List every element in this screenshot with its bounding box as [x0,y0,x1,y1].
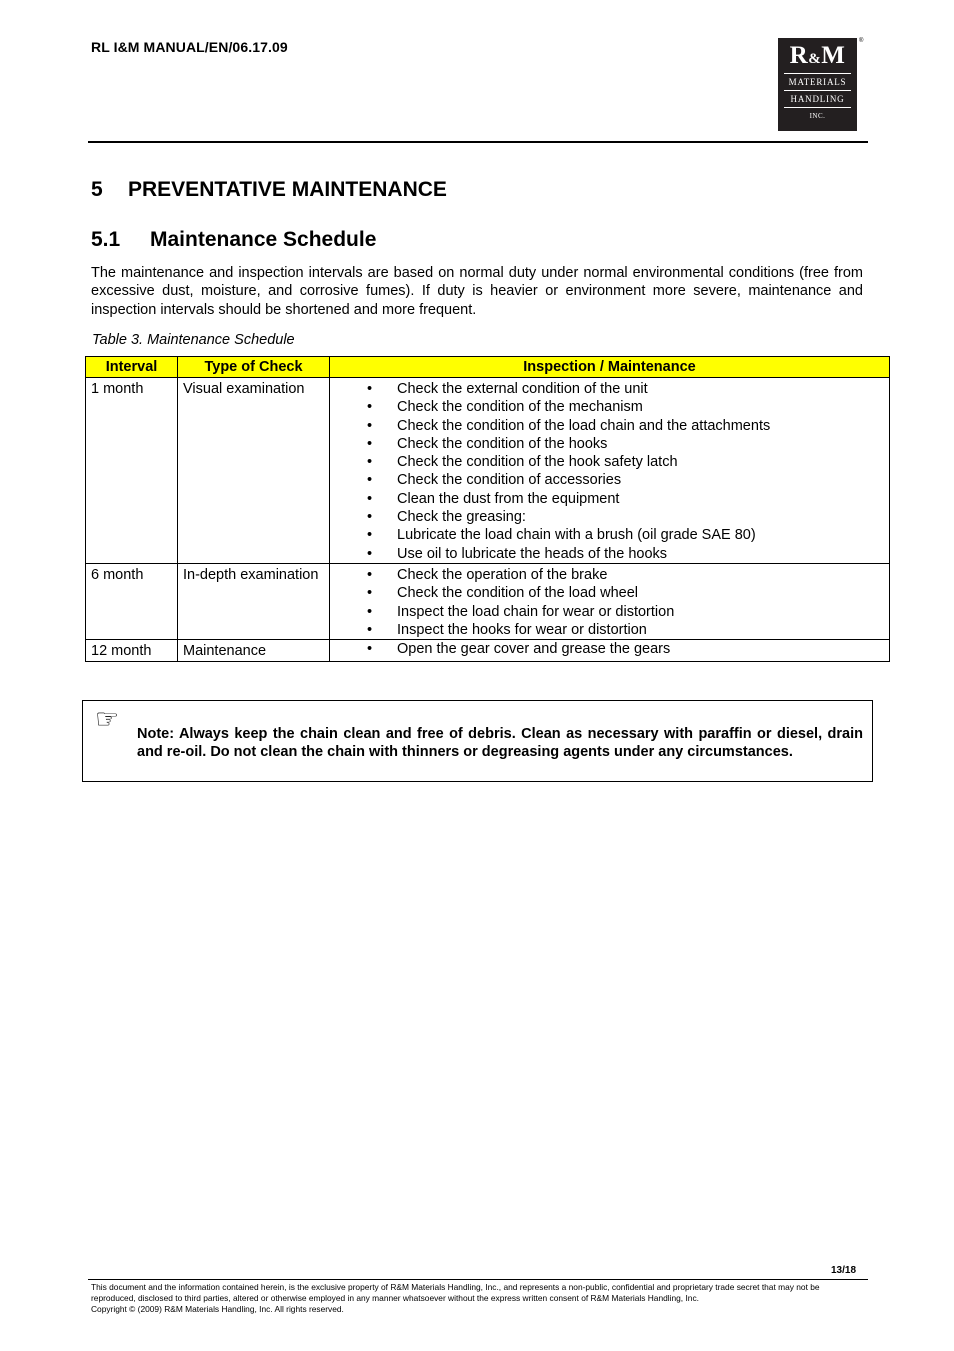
column-header-interval: Interval [86,357,178,378]
column-header-type: Type of Check [178,357,330,378]
interval-cell: 12 month [86,640,178,662]
inspection-list [335,640,884,658]
list-item: • Check the condition of the load chain and the attachments [367,417,884,435]
section-heading [91,178,447,202]
subsection-number: 5.1 [91,228,121,251]
copyright-notice: Copyright © (2009) R&M Materials Handling, Inc. All rights reserved. [91,1304,344,1314]
section-number: 5 [91,178,103,201]
logo-line-1: MATERIALS [788,77,847,87]
footer-divider [88,1279,868,1280]
list-item: • Inspect the hooks for wear or distortion [367,621,884,639]
table-row [86,640,890,662]
section-title: PREVENTATIVE MAINTENANCE [128,178,447,201]
company-logo [778,38,857,131]
logo-line-2: HANDLING [790,94,845,104]
inspection-cell [330,640,890,662]
subsection-heading [91,228,376,252]
pointing-hand-icon: ☞ [95,704,120,735]
header-divider [88,141,868,143]
maintenance-schedule-table [85,356,890,662]
inspection-list [335,380,884,563]
list-item: • Check the condition of the mechanism [367,398,884,416]
note-text: Note: Always keep the chain clean and free of debris. Clean as necessary with paraffin or diesel, drain and re-oil. Do not clean the chain with thinners or degreasing agents under any circumstances. [137,726,863,761]
list-item: • Check the external condition of the unit [367,380,884,398]
list-item: • Clean the dust from the equipment [367,490,884,508]
list-item: • Check the greasing: [367,508,884,526]
list-item: • Check the condition of the hooks [367,435,884,453]
list-item: • Check the operation of the brake [367,566,884,584]
column-header-inspection: Inspection / Maintenance [330,357,890,378]
table-row [86,563,890,639]
document-id: RL I&M MANUAL/EN/06.17.09 [91,39,288,55]
inspection-cell [330,378,890,564]
logo-line-3: INC. [809,112,826,120]
logo-mark: R&M [789,42,846,69]
table-caption: Table 3. Maintenance Schedule [92,332,295,348]
inspection-cell [330,563,890,639]
list-item: • Check the condition of accessories [367,471,884,489]
list-item: • Lubricate the load chain with a brush (oil grade SAE 80) [367,526,884,544]
registered-mark: ® [859,38,864,44]
legal-notice: This document and the information contained herein, is the exclusive property of R&M Materials Handling, Inc., and represents a non-public, confidential and proprietary trade secret that may not be reproduced, disclosed to third parties, altered or otherwise employed in any manner whatsoever without the express written consent of R&M Materials Handling, Inc. [91,1282,820,1303]
list-item: • Inspect the load chain for wear or distortion [367,603,884,621]
table-row [86,378,890,564]
intro-paragraph: The maintenance and inspection intervals are based on normal duty under normal environmental conditions (free from excessive dust, moisture, and corrosive fumes). If duty is heavier or environment more severe, maintenance and inspection intervals should be shortened and more frequent. [91,265,863,318]
table-header-row [86,357,890,378]
inspection-list [335,566,884,639]
page-number: 13/18 [831,1265,857,1276]
list-item: • Check the condition of the load wheel [367,584,884,602]
type-cell: Maintenance [178,640,330,662]
list-item: • Check the condition of the hook safety latch [367,453,884,471]
footer-legal [91,1282,865,1315]
interval-cell: 6 month [86,563,178,639]
type-cell: In-depth examination [178,563,330,639]
note-box [82,700,873,782]
list-item: • Use oil to lubricate the heads of the hooks [367,545,884,563]
list-item: • Open the gear cover and grease the gears [367,640,884,658]
interval-cell: 1 month [86,378,178,564]
subsection-title: Maintenance Schedule [150,228,377,251]
type-cell: Visual examination [178,378,330,564]
